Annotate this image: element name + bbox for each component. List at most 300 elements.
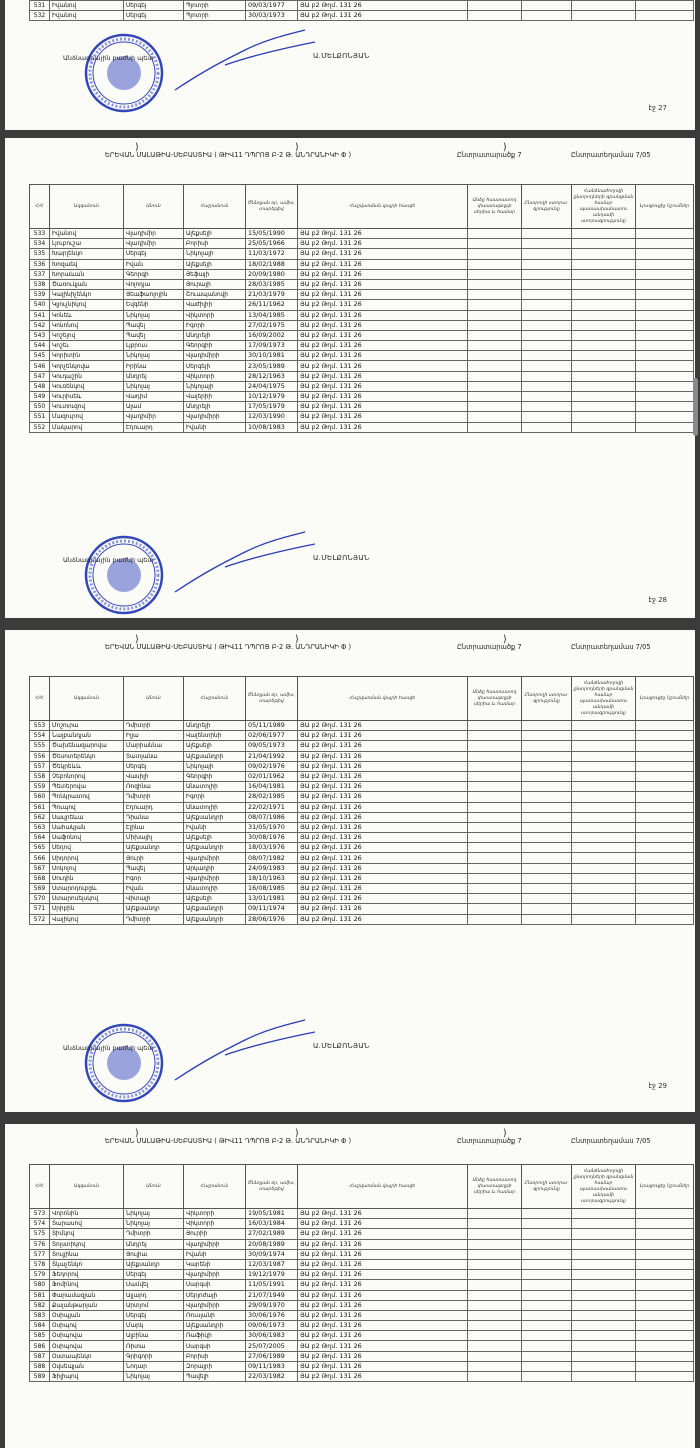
cell-empty — [572, 863, 636, 873]
cell-empty — [522, 1280, 572, 1290]
cell-empty — [468, 341, 522, 351]
column-header: Անձը հաստատող փաստաթղթի սերիա և համար — [468, 1165, 522, 1209]
table-row — [30, 904, 694, 914]
cell-addr: ՅԱ բ2 Թղմ. 131 26 — [298, 1341, 468, 1351]
column-header: Հայրանուն — [184, 677, 246, 721]
cell-no: 577 — [30, 1249, 50, 1259]
table-row — [30, 741, 694, 751]
cell-empty — [468, 1239, 522, 1249]
cell-no: 582 — [30, 1300, 50, 1310]
cell-ln: Իվանով — [50, 1, 124, 11]
voter-table — [29, 0, 694, 21]
cell-empty — [572, 320, 636, 330]
cell-no: 569 — [30, 884, 50, 894]
cell-empty — [468, 381, 522, 391]
header-title: ԵՐԵՎԱՆ ՄԱԼԱԹԻԱ-ՍԵԲԱՍՏԻԱ ( ԹԻՎ11 ԴՊՐՈՑ Բ-2 Թ. ԱՆԴՐԱՆԻԿԻ Փ ) — [105, 150, 352, 159]
cell-fn: Ալեքսանդր — [124, 843, 184, 853]
cell-ln: Սեդով — [50, 843, 124, 853]
cell-ln: Կուրիսեև — [50, 392, 124, 402]
cell-addr: ՅԱ բ2 Թղմ. 131 26 — [298, 1351, 468, 1361]
cell-empty — [572, 371, 636, 381]
cell-empty — [572, 1259, 636, 1269]
cell-dob: 24/04/1975 — [246, 381, 298, 391]
cell-empty — [468, 731, 522, 741]
cell-empty — [636, 853, 694, 863]
cell-dob: 10/08/1983 — [246, 422, 298, 432]
cell-no: 550 — [30, 402, 50, 412]
cell-fn: Նիկոլայ — [124, 310, 184, 320]
cell-empty — [522, 1341, 572, 1351]
cell-ln: Փարամազյան — [50, 1290, 124, 1300]
cell-no: 561 — [30, 802, 50, 812]
cell-empty — [572, 259, 636, 269]
cell-fn: Իվան — [124, 259, 184, 269]
cell-pn: Անդրեյի — [184, 721, 246, 731]
cell-empty — [522, 731, 572, 741]
cell-fn: Ալլարդ — [124, 1290, 184, 1300]
cell-empty — [636, 833, 694, 843]
cell-fn: Ռիտա — [124, 1341, 184, 1351]
cell-addr: ՅԱ բ2 Թղմ. 131 26 — [298, 812, 468, 822]
cell-no: 564 — [30, 833, 50, 843]
cell-empty — [522, 771, 572, 781]
table-row — [30, 1229, 694, 1239]
cell-empty — [522, 381, 572, 391]
cell-fn: Սերգեյ — [124, 761, 184, 771]
cell-addr: ՅԱ բ2 Թղմ. 131 26 — [298, 422, 468, 432]
cell-empty — [636, 873, 694, 883]
cell-addr: ՅԱ բ2 Թղմ. 131 26 — [298, 751, 468, 761]
table-row — [30, 812, 694, 822]
column-header: Հայրանուն — [184, 185, 246, 229]
cell-empty — [572, 914, 636, 924]
cell-fn: Միխայիլ — [124, 833, 184, 843]
cell-dob: 09/11/1974 — [246, 904, 298, 914]
cell-empty — [522, 863, 572, 873]
cell-no: 580 — [30, 1280, 50, 1290]
cell-fn: Էլինա — [124, 822, 184, 832]
cell-dob: 19/05/1981 — [246, 1209, 298, 1219]
cell-dob: 28/12/1963 — [246, 371, 298, 381]
cell-empty — [522, 1259, 572, 1269]
cell-empty — [572, 361, 636, 371]
cell-no: 532 — [30, 11, 50, 21]
cell-empty — [522, 721, 572, 731]
cell-fn: Իգոր — [124, 873, 184, 883]
cell-ln: Քալանթարյան — [50, 1300, 124, 1310]
header-precinct: Ընտրատեղամաս 7/05 — [571, 150, 651, 159]
cell-empty — [572, 812, 636, 822]
cell-empty — [522, 1372, 572, 1382]
cell-empty — [636, 1341, 694, 1351]
column-header: Հաշվառման վայրի հասցե — [298, 1165, 468, 1209]
cell-empty — [522, 279, 572, 289]
cell-empty — [468, 1249, 522, 1259]
cell-fn: Յուլիա — [124, 1249, 184, 1259]
table-row — [30, 320, 694, 330]
cell-pn: Գեորգիի — [184, 341, 246, 351]
table-row — [30, 402, 694, 412]
cell-ln: Օվսեպյան — [50, 1361, 124, 1371]
cell-empty — [522, 1229, 572, 1239]
cell-empty — [636, 1239, 694, 1249]
cell-fn: Նիկոլայ — [124, 1219, 184, 1229]
cell-empty — [522, 422, 572, 432]
cell-dob: 30/03/1973 — [246, 11, 298, 21]
cell-ln: Տոլստիկով — [50, 1239, 124, 1249]
table-row — [30, 721, 694, 731]
cell-pn: Ալեքսանդրի — [184, 751, 246, 761]
cell-dob: 09/03/1977 — [246, 1, 298, 11]
cell-dob: 16/04/1981 — [246, 782, 298, 792]
cell-addr: ՅԱ բ2 Թղմ. 131 26 — [298, 721, 468, 731]
cell-dob: 30/06/1976 — [246, 1310, 298, 1320]
cell-empty — [522, 300, 572, 310]
scrollbar-thumb[interactable] — [693, 378, 698, 436]
cell-ln: Կոնոնով — [50, 320, 124, 330]
cell-ln: Կոշեւ — [50, 341, 124, 351]
cell-ln: Վորոնին — [50, 1209, 124, 1219]
table-row — [30, 761, 694, 771]
table-row — [30, 782, 694, 792]
cell-empty — [572, 904, 636, 914]
table-row — [30, 894, 694, 904]
cell-addr: ՅԱ բ2 Թղմ. 131 26 — [298, 1372, 468, 1382]
cell-empty — [468, 361, 522, 371]
cell-pn: Ալեքսեյի — [184, 741, 246, 751]
cell-ln: Տկաչենկո — [50, 1259, 124, 1269]
cell-dob: 18/02/1988 — [246, 259, 298, 269]
cell-empty — [572, 1229, 636, 1239]
cell-ln: Կուռենկով — [50, 381, 124, 391]
cell-addr: ՅԱ բ2 Թղմ. 131 26 — [298, 1310, 468, 1320]
table-row — [30, 1239, 694, 1249]
column-header: Հ/Հ — [30, 185, 50, 229]
signatory-role: Անձնագրային բաժնի պետ — [63, 556, 154, 564]
cell-empty — [636, 1209, 694, 1219]
cell-empty — [522, 751, 572, 761]
column-header: Անուն — [124, 1165, 184, 1209]
cell-dob: 22/02/1971 — [246, 802, 298, 812]
cell-ln: Ծախենազարովա — [50, 741, 124, 751]
cell-addr: ՅԱ բ2 Թղմ. 131 26 — [298, 843, 468, 853]
cell-dob: 24/09/1983 — [246, 863, 298, 873]
table-row — [30, 751, 694, 761]
cell-fn: Իրինա — [124, 361, 184, 371]
cell-no: 551 — [30, 412, 50, 422]
cell-empty — [522, 1300, 572, 1310]
column-header: Լրացուցիչ նշումներ — [636, 185, 694, 229]
cell-pn: Կարենի — [184, 1259, 246, 1269]
cell-dob: 28/02/1985 — [246, 792, 298, 802]
cell-empty — [522, 1290, 572, 1300]
signatory-name: Ա.ՄԵԼՔՈՆՅԱՆ — [313, 52, 370, 60]
cell-addr: ՅԱ բ2 Թղմ. 131 26 — [298, 310, 468, 320]
cell-no: 575 — [30, 1229, 50, 1239]
cell-ln: Խոզաեվ — [50, 259, 124, 269]
cell-empty — [636, 771, 694, 781]
cell-no: 559 — [30, 782, 50, 792]
cell-fn: Ալամ — [124, 402, 184, 412]
cell-empty — [468, 392, 522, 402]
cell-pn: Ալեքսանդրի — [184, 843, 246, 853]
cell-empty — [522, 1219, 572, 1229]
cell-empty — [572, 731, 636, 741]
cell-empty — [636, 812, 694, 822]
cell-empty — [468, 751, 522, 761]
table-row — [30, 1270, 694, 1280]
cell-empty — [468, 1331, 522, 1341]
cell-addr: ՅԱ բ2 Թղմ. 131 26 — [298, 239, 468, 249]
table-row — [30, 802, 694, 812]
table-row — [30, 392, 694, 402]
cell-empty — [572, 1372, 636, 1382]
cell-dob: 20/09/1980 — [246, 269, 298, 279]
column-header: Ազգանուն — [50, 677, 124, 721]
table-row — [30, 1331, 694, 1341]
cell-empty — [636, 11, 694, 21]
cell-empty — [522, 1209, 572, 1219]
cell-empty — [468, 290, 522, 300]
cell-ln: Կուդաշին — [50, 371, 124, 381]
cell-no: 568 — [30, 873, 50, 883]
cell-empty — [522, 341, 572, 351]
table-row — [30, 843, 694, 853]
cell-ln: Իվանով — [50, 11, 124, 21]
cell-pn: Վլադիմիրի — [184, 351, 246, 361]
cell-dob: 28/03/1985 — [246, 279, 298, 289]
cell-no: 548 — [30, 381, 50, 391]
cell-ln: Ֆիլիպով — [50, 1372, 124, 1382]
cell-empty — [522, 802, 572, 812]
cell-fn: Վիտալի — [124, 894, 184, 904]
column-header: Անուն — [124, 677, 184, 721]
table-row — [30, 792, 694, 802]
sheet-header: ) ) ) ԵՐԵՎԱՆ ՄԱԼԱԹԻԱ-ՍԵԲԱՍՏԻԱ ( ԹԻՎ11 ԴՊՐՈՑ Բ-2 Թ. ԱՆԴՐԱՆԻԿԻ Փ ) Ընտրատարածք 7 Ընտրատեղամաս 7/05 — [105, 142, 651, 159]
cell-pn: Ալեքսանդրի — [184, 812, 246, 822]
cell-pn: Բորիսի — [184, 239, 246, 249]
cell-empty — [522, 1351, 572, 1361]
cell-fn: Պավել — [124, 330, 184, 340]
header-precinct: Ընտրատեղամաս 7/05 — [571, 642, 651, 651]
column-header: Լրացուցիչ նշումներ — [636, 1165, 694, 1209]
cell-fn: Պավել — [124, 863, 184, 873]
cell-fn: Սամվել — [124, 1280, 184, 1290]
cell-pn: Արկադիի — [184, 863, 246, 873]
cell-empty — [468, 1361, 522, 1371]
signatory-name: Ա.ՄԵԼՔՈՆՅԱՆ — [313, 1042, 370, 1050]
sheet-page-30 — [5, 1124, 695, 1448]
column-header: Ընտրողի ստորա- գրությունը — [522, 677, 572, 721]
cell-dob: 25/07/2005 — [246, 1341, 298, 1351]
cell-pn: Ալեքսեյի — [184, 259, 246, 269]
cell-empty — [522, 392, 572, 402]
column-header: Հ/Հ — [30, 1165, 50, 1209]
cell-empty — [522, 894, 572, 904]
cell-empty — [468, 1219, 522, 1229]
cell-dob: 31/05/1970 — [246, 822, 298, 832]
cell-empty — [572, 771, 636, 781]
cell-empty — [636, 1321, 694, 1331]
cell-fn: Եվգենի — [124, 300, 184, 310]
cell-empty — [572, 381, 636, 391]
cell-empty — [522, 741, 572, 751]
cell-empty — [572, 1351, 636, 1361]
cell-empty — [636, 392, 694, 402]
cell-fn: Ռոզինա — [124, 782, 184, 792]
cell-fn: Սերգեյ — [124, 1270, 184, 1280]
cell-fn: Վադիմ — [124, 392, 184, 402]
cell-no: 585 — [30, 1331, 50, 1341]
cell-ln: Մոշուրա — [50, 721, 124, 731]
cell-fn: Մարիաննա — [124, 741, 184, 751]
cell-dob: 10/12/1979 — [246, 392, 298, 402]
cell-empty — [468, 1229, 522, 1239]
cell-dob: 27/06/1989 — [246, 1351, 298, 1361]
cell-dob: 09/11/1983 — [246, 1361, 298, 1371]
cell-pn: Ալեքսեյի — [184, 229, 246, 239]
cell-empty — [636, 1219, 694, 1229]
page-number: էջ 29 — [648, 1082, 667, 1090]
cell-pn: Ռաֆիկի — [184, 1331, 246, 1341]
cell-pn: Ալեքսեյի — [184, 833, 246, 843]
cell-no: 546 — [30, 361, 50, 371]
cell-addr: ՅԱ բ2 Թղմ. 131 26 — [298, 1209, 468, 1219]
table-row — [30, 1341, 694, 1351]
cell-empty — [572, 1280, 636, 1290]
cell-empty — [572, 341, 636, 351]
cell-no: 583 — [30, 1310, 50, 1320]
cell-empty — [572, 402, 636, 412]
column-header: Ընտրողի ստորա- գրությունը — [522, 185, 572, 229]
cell-empty — [636, 269, 694, 279]
cell-empty — [468, 761, 522, 771]
cell-pn: Բորիսի — [184, 1351, 246, 1361]
cell-empty — [468, 310, 522, 320]
cell-empty — [468, 402, 522, 412]
table-row — [30, 853, 694, 863]
table-row — [30, 269, 694, 279]
cell-empty — [572, 269, 636, 279]
cell-fn: Լյբրուս — [124, 341, 184, 351]
cell-empty — [572, 422, 636, 432]
column-header: Անձը հաստատող փաստաթղթի սերիա և համար — [468, 677, 522, 721]
cell-empty — [636, 341, 694, 351]
cell-ln: Սաֆոնով — [50, 833, 124, 843]
cell-empty — [636, 249, 694, 259]
cell-pn: Անդրեյի — [184, 402, 246, 412]
signature-block — [5, 1018, 695, 1098]
cell-empty — [636, 1229, 694, 1239]
cell-empty — [572, 1, 636, 11]
signature-block — [5, 530, 695, 610]
cell-empty — [522, 269, 572, 279]
cell-empty — [468, 873, 522, 883]
cell-ln: Օսիպովա — [50, 1341, 124, 1351]
cell-dob: 30/09/1974 — [246, 1249, 298, 1259]
table-row — [30, 1, 694, 11]
cell-empty — [572, 239, 636, 249]
cell-no: 534 — [30, 239, 50, 249]
cell-dob: 30/10/1981 — [246, 351, 298, 361]
cell-empty — [572, 884, 636, 894]
cell-fn: Նիկոլայ — [124, 1372, 184, 1382]
cell-empty — [572, 1270, 636, 1280]
cell-fn: Դմիտրի — [124, 792, 184, 802]
cell-empty — [636, 402, 694, 412]
cell-pn: Անատոլիի — [184, 782, 246, 792]
cell-no: 560 — [30, 792, 50, 802]
cell-ln: Պուպով — [50, 802, 124, 812]
cell-dob: 18/10/1963 — [246, 873, 298, 883]
cell-ln: Տարասով — [50, 1219, 124, 1229]
cell-fn: Յեաֆաոլոյին — [124, 290, 184, 300]
cell-pn: Յուրայի — [184, 279, 246, 289]
cell-pn: Պյոտրի — [184, 11, 246, 21]
cell-empty — [468, 371, 522, 381]
cell-empty — [636, 1249, 694, 1259]
cell-pn: Սերգեյի — [184, 361, 246, 371]
table-row — [30, 863, 694, 873]
cell-ln: Սահակյան — [50, 822, 124, 832]
cell-pn: Շուապանովի — [184, 290, 246, 300]
cell-dob: 29/09/1970 — [246, 1300, 298, 1310]
cell-pn: Վլադիմիրի — [184, 1300, 246, 1310]
cell-empty — [468, 914, 522, 924]
header-title: ԵՐԵՎԱՆ ՄԱԼԱԹԻԱ-ՍԵԲԱՍՏԻԱ ( ԹԻՎ11 ԴՊՐՈՑ Բ-2 Թ. ԱՆԴՐԱՆԻԿԻ Փ ) — [105, 1136, 352, 1145]
cell-empty — [468, 1, 522, 11]
official-stamp — [83, 1022, 165, 1104]
cell-fn: Տատյանա — [124, 751, 184, 761]
cell-empty — [572, 1361, 636, 1371]
cell-empty — [636, 422, 694, 432]
cell-empty — [636, 904, 694, 914]
table-row — [30, 833, 694, 843]
cell-empty — [468, 11, 522, 21]
cell-no: 566 — [30, 853, 50, 863]
cell-ln: Պետերովա — [50, 782, 124, 792]
cell-fn: Իլյա — [124, 731, 184, 741]
cell-empty — [636, 792, 694, 802]
cell-empty — [468, 822, 522, 832]
cell-ln: Կլյուչնիկով — [50, 300, 124, 310]
cell-empty — [468, 279, 522, 289]
cell-empty — [468, 239, 522, 249]
cell-empty — [522, 914, 572, 924]
cell-empty — [468, 833, 522, 843]
cell-ln: Ստարոդուբցև — [50, 884, 124, 894]
cell-ln: Նալբանդյան — [50, 731, 124, 741]
official-stamp — [83, 32, 165, 114]
cell-empty — [468, 741, 522, 751]
cell-empty — [468, 904, 522, 914]
cell-dob: 11/05/1991 — [246, 1280, 298, 1290]
cell-no: 588 — [30, 1361, 50, 1371]
cell-empty — [572, 853, 636, 863]
cell-empty — [572, 792, 636, 802]
cell-empty — [636, 361, 694, 371]
cell-empty — [522, 1249, 572, 1259]
table-row — [30, 731, 694, 741]
cell-dob: 09/05/1973 — [246, 741, 298, 751]
cell-addr: ՅԱ բ2 Թղմ. 131 26 — [298, 853, 468, 863]
cell-dob: 17/09/1973 — [246, 341, 298, 351]
cell-empty — [522, 351, 572, 361]
cell-empty — [636, 1280, 694, 1290]
cell-empty — [572, 741, 636, 751]
cell-empty — [468, 1280, 522, 1290]
cell-dob: 17/05/1979 — [246, 402, 298, 412]
